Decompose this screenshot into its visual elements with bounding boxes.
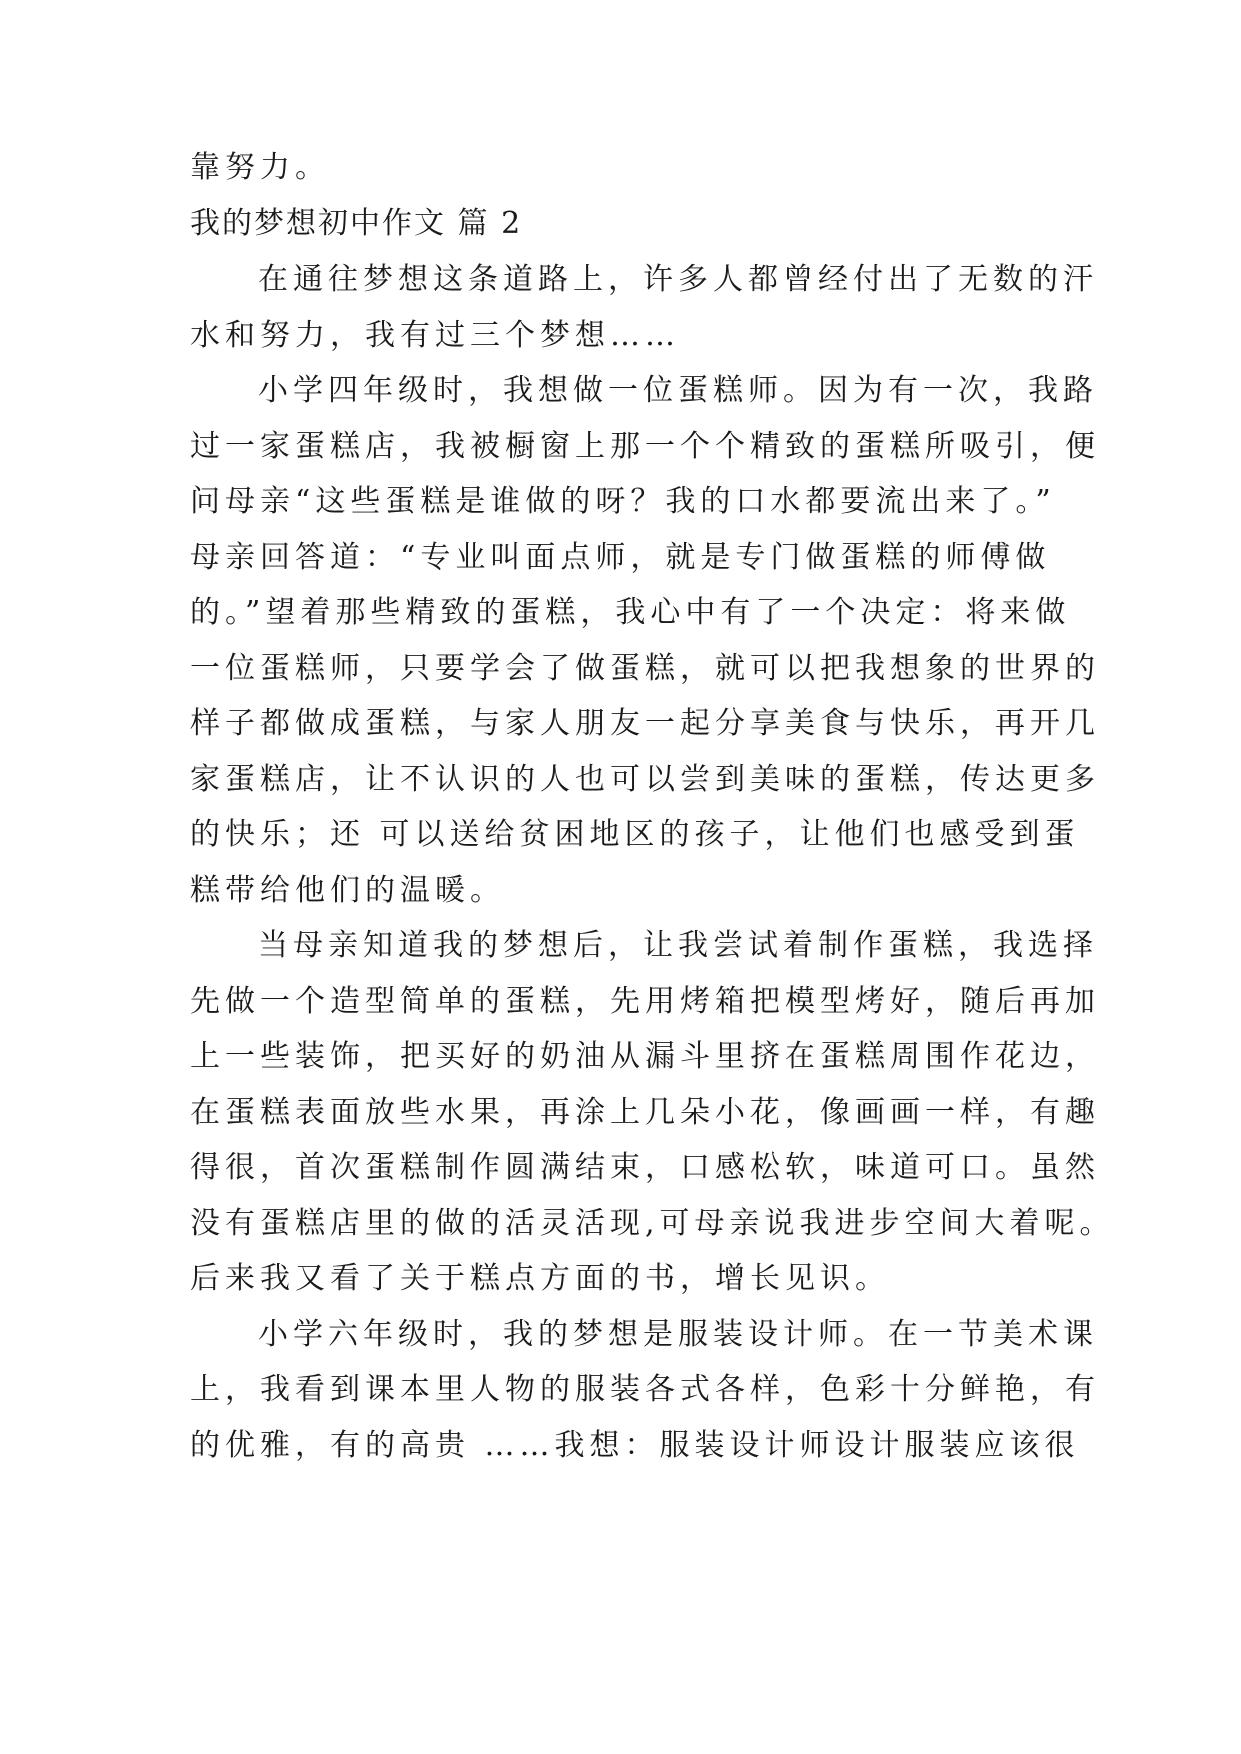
text-line: 的优雅，有的高贵 ……我想：服装设计师设计服装应该很 bbox=[190, 1428, 1080, 1463]
text-line: 母亲回答道：“专业叫面点师，就是专门做蛋糕的师傅做 bbox=[190, 540, 1051, 575]
text-line: 样子都做成蛋糕，与家人朋友一起分享美食与快乐，再开几 bbox=[190, 706, 1100, 741]
paragraph-first-line: 在通往梦想这条道路上，许多人都曾经付出了无数的汗 bbox=[258, 262, 1098, 297]
paragraph-first-line: 小学六年级时，我的梦想是服装设计师。在一节美术课 bbox=[258, 1317, 1098, 1352]
text-line: 靠努力。 bbox=[190, 150, 330, 185]
text-line: 后来我又看了关于糕点方面的书，增长见识。 bbox=[190, 1261, 890, 1296]
text-line: 得很，首次蛋糕制作圆满结束，口感松软，味道可口。虽然 bbox=[190, 1150, 1100, 1185]
text-line: 的。”望着那些精致的蛋糕，我心中有了一个决定：将来做 bbox=[190, 595, 1071, 630]
text-line: 上一些装饰，把买好的奶油从漏斗里挤在蛋糕周围作花边， bbox=[190, 1039, 1100, 1074]
paragraph-first-line: 小学四年级时，我想做一位蛋糕师。因为有一次，我路 bbox=[258, 373, 1098, 408]
text-line: 在蛋糕表面放些水果，再涂上几朵小花，像画画一样，有趣 bbox=[190, 1095, 1100, 1130]
text-line: 没有蛋糕店里的做的活灵活现,可母亲说我进步空间大着呢。 bbox=[190, 1206, 1115, 1241]
text-line: 糕带给他们的温暖。 bbox=[190, 873, 505, 908]
text-line: 上，我看到课本里人物的服装各式各样，色彩十分鲜艳，有 bbox=[190, 1372, 1100, 1407]
text-line: 水和努力，我有过三个梦想…… bbox=[190, 318, 680, 353]
text-line: 先做一个造型简单的蛋糕，先用烤箱把模型烤好，随后再加 bbox=[190, 984, 1100, 1019]
section-heading: 我的梦想初中作文 篇 2 bbox=[190, 206, 523, 241]
paragraph-first-line: 当母亲知道我的梦想后，让我尝试着制作蛋糕，我选择 bbox=[258, 928, 1098, 963]
text-line: 的快乐；还 可以送给贫困地区的孩子，让他们也感受到蛋 bbox=[190, 817, 1080, 852]
text-line: 过一家蛋糕店，我被橱窗上那一个个精致的蛋糕所吸引，便 bbox=[190, 429, 1100, 464]
text-line: 问母亲“这些蛋糕是谁做的呀？我的口水都要流出来了。” bbox=[190, 484, 1056, 519]
text-line: 家蛋糕店，让不认识的人也可以尝到美味的蛋糕，传达更多 bbox=[190, 762, 1100, 797]
text-line: 一位蛋糕师，只要学会了做蛋糕，就可以把我想象的世界的 bbox=[190, 651, 1100, 686]
